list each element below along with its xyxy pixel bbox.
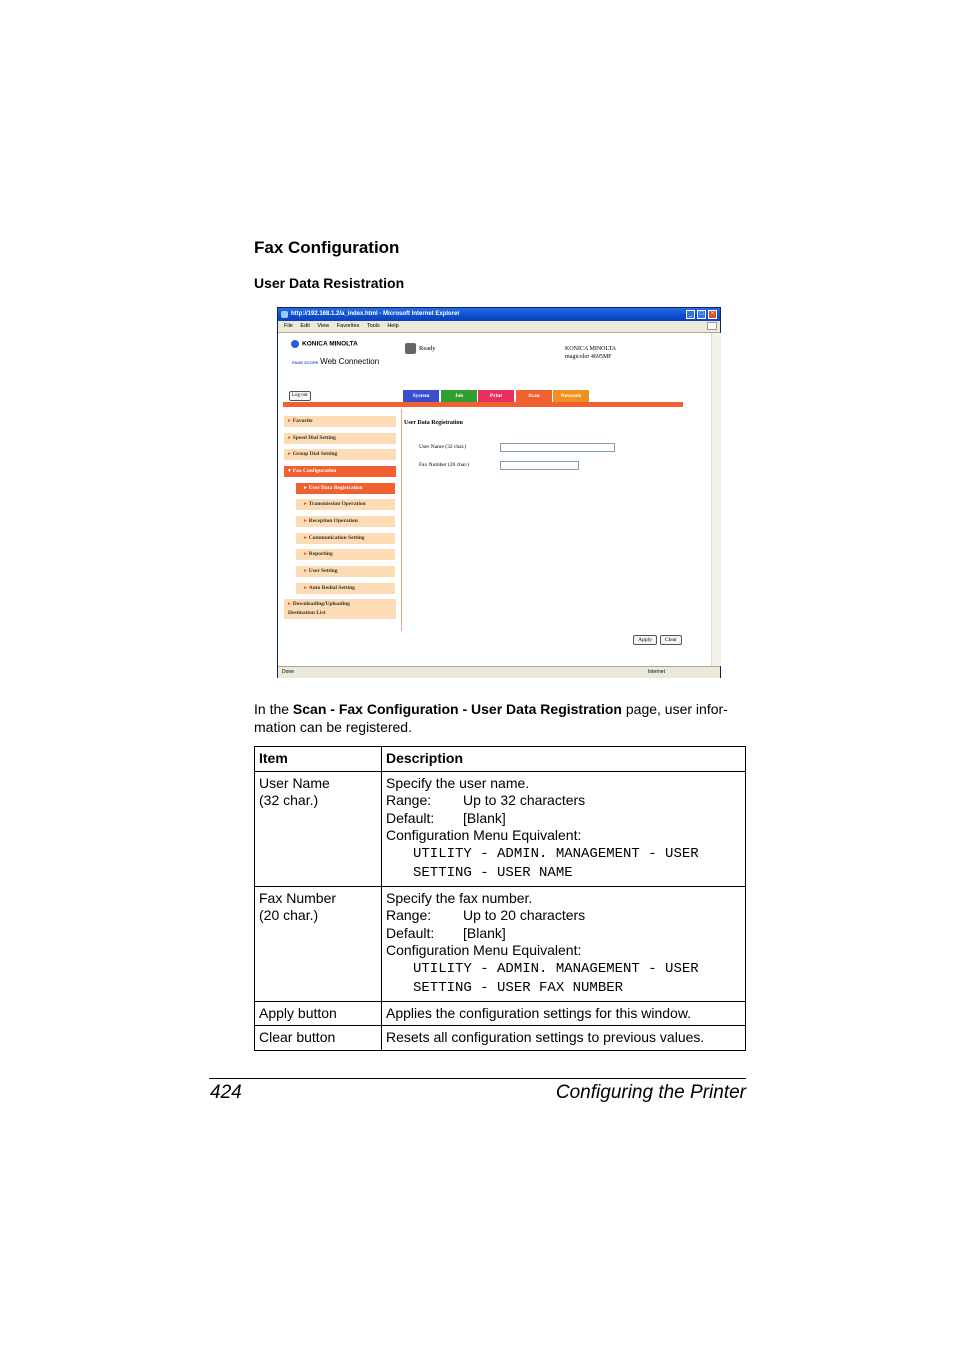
browser-screenshot xyxy=(277,307,721,678)
menu-view[interactable]: View xyxy=(317,323,330,329)
nav-favorite[interactable]: ▸ Favorite xyxy=(284,416,396,427)
fax-number-input[interactable] xyxy=(500,461,579,470)
nav-user-data-registration[interactable]: ▸ User Data Registration xyxy=(296,483,395,494)
nav-user-setting[interactable]: ▸ User Setting xyxy=(296,566,395,577)
brand-logo: KONICA MINOLTA xyxy=(291,340,358,348)
content-divider xyxy=(401,409,402,631)
table-row xyxy=(255,1026,746,1051)
row-description: Specify the fax number. Range: Up to 20 characters Default: [Blank] Configuration Menu Equivalent: UTILITY - ADMIN. MANAGEMENT - USER SETTING - USER FAX NUMBER xyxy=(382,886,746,1001)
nav-reception-operation[interactable]: ▸ Reception Operation xyxy=(296,516,395,527)
minimize-icon[interactable]: _ xyxy=(686,310,695,319)
header-description: Description xyxy=(382,747,746,772)
browser-statusbar xyxy=(278,666,720,678)
browser-titlebar xyxy=(278,308,720,321)
user-name-input[interactable] xyxy=(500,443,615,452)
nav-transmission-operation[interactable]: ▸ Transmission Operation xyxy=(296,499,395,510)
row-description: Applies the configuration settings for this window. xyxy=(382,1001,746,1026)
browser-menubar xyxy=(278,321,720,333)
tab-underline xyxy=(283,402,683,407)
logout-button[interactable]: Log out xyxy=(289,391,311,401)
page-number: 424 xyxy=(210,1082,242,1103)
browser-title: http://192.168.1.2/a_index.html - Microsoft Internet Explorer xyxy=(291,311,460,317)
fax-number-label: Fax Number (20 char.) xyxy=(419,462,470,468)
settings-table xyxy=(254,746,746,1051)
row-description: Specify the user name. Range: Up to 32 characters Default: [Blank] Configuration Menu Equivalent: UTILITY - ADMIN. MANAGEMENT - USER SETTING - USER NAME xyxy=(382,771,746,886)
tab-system[interactable]: System xyxy=(403,390,439,402)
section-title: Fax Configuration xyxy=(254,238,400,257)
menu-help[interactable]: Help xyxy=(387,323,399,329)
status-done: Done xyxy=(282,669,294,675)
footer-rule xyxy=(209,1078,746,1079)
header-item: Item xyxy=(255,747,382,772)
status-zone: Internet xyxy=(648,669,665,675)
row-description: Resets all configuration settings to previous values. xyxy=(382,1026,746,1051)
product-logo: PAGE SCOPE Web Connection xyxy=(292,357,380,366)
ie-icon xyxy=(281,311,288,318)
web-content xyxy=(278,333,711,666)
form-title: User Data Registration xyxy=(404,420,463,426)
maximize-icon[interactable]: □ xyxy=(697,310,706,319)
menu-tools[interactable]: Tools xyxy=(366,323,380,329)
subsection-title: User Data Resistration xyxy=(254,275,405,291)
model-info: KONICA MINOLTA magicolor 4695MF xyxy=(565,346,617,360)
nav-group-dial[interactable]: ▸ Group Dial Setting xyxy=(284,449,396,460)
nav-communication-setting[interactable]: ▸ Communication Setting xyxy=(296,533,395,544)
user-name-label: User Name (32 char.) xyxy=(419,444,467,450)
konica-logo-icon xyxy=(291,340,299,348)
clear-button[interactable]: Clear xyxy=(660,635,682,645)
printer-status: Ready xyxy=(405,343,436,354)
row-item: Apply button xyxy=(255,1001,382,1026)
nav-reporting[interactable]: ▸ Reporting xyxy=(296,549,395,560)
chapter-title: Configuring the Printer xyxy=(555,1082,746,1103)
tab-job[interactable]: Job xyxy=(441,390,477,402)
nav-speed-dial[interactable]: ▸ Speed Dial Setting xyxy=(284,433,396,444)
menu-favorites[interactable]: Favorites xyxy=(336,323,360,329)
apply-button[interactable]: Apply xyxy=(633,635,657,645)
table-row xyxy=(255,1001,746,1026)
row-item: Clear button xyxy=(255,1026,382,1051)
tab-scan[interactable]: Scan xyxy=(516,390,552,402)
tab-network[interactable]: Network xyxy=(553,390,589,402)
table-row xyxy=(255,771,746,886)
row-item: Fax Number (20 char.) xyxy=(255,886,382,1001)
table-header xyxy=(255,747,746,772)
tab-print[interactable]: Print xyxy=(478,390,514,402)
scrollbar[interactable] xyxy=(711,333,721,666)
nav-auto-redial-setting[interactable]: ▸ Auto Redial Setting xyxy=(296,583,395,594)
row-item: User Name (32 char.) xyxy=(255,771,382,886)
intro-path: Scan - Fax Configuration - User Data Registration xyxy=(292,701,622,717)
nav-download-upload-destination[interactable]: ▸ Downloading/Uploading Destination List xyxy=(284,599,396,619)
intro-paragraph: In the Scan - Fax Configuration - User Data Registration page, user infor- mation can be registered. xyxy=(254,701,728,735)
nav-fax-configuration[interactable]: ▾ Fax Configuration xyxy=(284,466,396,477)
close-icon[interactable]: × xyxy=(708,310,717,319)
menu-file[interactable]: File xyxy=(284,323,293,329)
windows-logo-icon xyxy=(707,322,717,330)
printer-icon xyxy=(405,343,416,354)
menu-edit[interactable]: Edit xyxy=(300,323,310,329)
table-row xyxy=(255,886,746,1001)
